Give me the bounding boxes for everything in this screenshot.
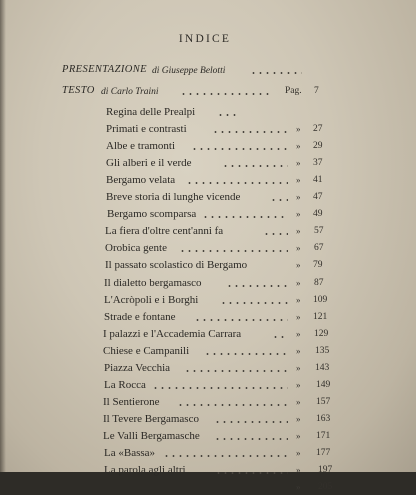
- ditto-mark: »: [296, 295, 301, 305]
- leader-dots: [222, 165, 288, 167]
- toc-entry-page: 121: [313, 312, 328, 322]
- toc-entry: [0, 292, 416, 308]
- toc-entry-page: 87: [314, 278, 324, 288]
- toc-entry-title: La parola agli altri: [104, 464, 186, 476]
- ditto-mark: »: [296, 329, 301, 339]
- leader-dots: [270, 199, 288, 201]
- toc-entry-title: Piazza Vecchia: [104, 362, 171, 374]
- toc-entry-title: Regina delle Prealpi: [106, 106, 196, 118]
- toc-entry-title: Primati e contrasti: [106, 123, 187, 135]
- toc-entry-title: Chiese e Campanili: [103, 345, 190, 357]
- toc-entry-page: 143: [315, 363, 330, 373]
- presentazione-author: di Giuseppe Belotti: [152, 66, 226, 76]
- toc-entry: [0, 428, 416, 444]
- leader-dots: [250, 72, 302, 74]
- toc-entry-title: Strade e fontane: [104, 311, 176, 323]
- toc-entry: [0, 223, 416, 239]
- toc-entry: [0, 360, 416, 376]
- toc-entry: [0, 394, 416, 410]
- toc-entry-page: 157: [316, 397, 331, 407]
- ditto-mark: »: [296, 431, 301, 441]
- toc-entry: [0, 445, 416, 461]
- leader-dots: [226, 285, 288, 287]
- toc-entry: [0, 377, 416, 393]
- presentazione-label: PRESENTAZIONE: [62, 64, 147, 75]
- toc-entry-title: Bergamo velata: [106, 174, 176, 186]
- page-title: INDICE: [178, 33, 232, 45]
- ditto-mark: »: [296, 243, 301, 253]
- leader-dots: [184, 370, 288, 372]
- ditto-mark: »: [296, 278, 301, 288]
- toc-entry: [0, 479, 416, 495]
- leader-dots: [214, 438, 288, 440]
- ditto-mark: »: [296, 158, 301, 168]
- toc-entry: [0, 155, 416, 171]
- toc-entry-page: 171: [316, 431, 331, 441]
- toc-entry-title: Il passato scolastico di Bergamo: [105, 259, 248, 271]
- leader-dots: [214, 421, 288, 423]
- ditto-mark: »: [296, 192, 301, 202]
- testo-page-number: 7: [314, 86, 319, 96]
- toc-entry-title: La «Bassa»: [104, 447, 156, 459]
- toc-entry: [0, 172, 416, 188]
- testo-page-label: Pag.: [285, 86, 302, 96]
- leader-dots: [180, 93, 272, 95]
- ditto-mark: »: [296, 346, 301, 356]
- toc-entry-title: La fiera d'oltre cent'anni fa: [105, 225, 224, 237]
- toc-presentazione: [0, 62, 416, 78]
- toc-entry: [0, 411, 416, 427]
- ditto-mark: »: [296, 380, 301, 390]
- leader-dots: [215, 472, 288, 474]
- leader-dots: [179, 250, 288, 252]
- toc-entry-title: Il Sentierone: [103, 396, 160, 408]
- toc-entry: [0, 462, 416, 478]
- toc-entry-title: La Rocca: [104, 379, 146, 391]
- testo-label: TESTO: [62, 85, 95, 96]
- toc-entry-title: Orobica gente: [105, 242, 167, 254]
- toc-entry-title: Bergamo scomparsa: [107, 208, 197, 220]
- toc-entry-page: 149: [316, 380, 331, 390]
- toc-entry-title: Il dialetto bergamasco: [104, 277, 202, 289]
- leader-dots: [202, 216, 288, 218]
- toc-entry-page: 163: [316, 414, 331, 424]
- toc-entry: [0, 240, 416, 256]
- toc-entry: [0, 138, 416, 154]
- leader-dots: [272, 336, 288, 338]
- toc-entry-title: Il Tevere Bergamasco: [103, 413, 199, 425]
- ditto-mark: »: [296, 448, 301, 458]
- toc-entry-page: 79: [313, 260, 323, 270]
- leader-dots: [204, 353, 288, 355]
- ditto-mark: »: [296, 260, 301, 270]
- toc-entry-title: Breve storia di lunghe vicende: [106, 191, 241, 203]
- toc-entry-page: 47: [313, 192, 323, 202]
- ditto-mark: »: [296, 465, 301, 475]
- toc-entry-title: Le Valli Bergamasche: [103, 430, 200, 442]
- toc-entry: [0, 121, 416, 137]
- toc-entry: [0, 189, 416, 205]
- toc-entry: [0, 309, 416, 325]
- ditto-mark: »: [296, 175, 301, 185]
- ditto-mark: »: [296, 363, 301, 373]
- toc-entry-page: 205: [318, 482, 333, 492]
- toc-entry-title: I palazzi e l'Accademia Carrara: [103, 328, 242, 340]
- leader-dots: [163, 455, 288, 457]
- toc-entry-title: Albe e tramonti: [106, 140, 176, 152]
- toc-entry-title: Gli alberi e il verde: [106, 157, 192, 169]
- toc-entry: [0, 257, 416, 273]
- toc-testo: [0, 83, 416, 99]
- leader-dots: [217, 114, 240, 116]
- toc-entry: [0, 343, 416, 359]
- ditto-mark: »: [296, 312, 301, 322]
- toc-entry-title: L'Acròpoli e i Borghi: [104, 294, 199, 306]
- testo-author: di Carlo Traini: [101, 87, 159, 97]
- toc-entry-page: 29: [313, 141, 323, 151]
- toc-entry-page: 57: [314, 226, 324, 236]
- ditto-mark: »: [296, 414, 301, 424]
- toc-entry-page: 177: [316, 448, 331, 458]
- toc-entry-page: 129: [314, 329, 329, 339]
- leader-dots: [194, 319, 288, 321]
- toc-entry: [0, 104, 416, 120]
- leader-dots: [177, 404, 288, 406]
- toc-entry-page: 109: [313, 295, 328, 305]
- toc-entry-page: 135: [315, 346, 330, 356]
- toc-entry-page: 27: [313, 124, 323, 134]
- toc-entry: [0, 275, 416, 291]
- ditto-mark: »: [296, 209, 301, 219]
- leader-dots: [212, 131, 288, 133]
- ditto-mark: »: [296, 124, 301, 134]
- toc-entry-page: 197: [318, 465, 333, 475]
- leader-dots: [220, 302, 288, 304]
- toc-entry-page: 49: [313, 209, 323, 219]
- toc-entry-page: 67: [314, 243, 324, 253]
- leader-dots: [186, 182, 288, 184]
- leader-dots: [191, 148, 288, 150]
- leader-dots: [152, 387, 288, 389]
- toc-entry-page: 37: [313, 158, 323, 168]
- ditto-mark: »: [296, 482, 301, 492]
- toc-entry: [0, 206, 416, 222]
- leader-dots: [263, 233, 288, 235]
- ditto-mark: »: [296, 141, 301, 151]
- toc-entry: [0, 326, 416, 342]
- ditto-mark: »: [296, 397, 301, 407]
- ditto-mark: »: [296, 226, 301, 236]
- toc-entry-page: 41: [313, 175, 323, 185]
